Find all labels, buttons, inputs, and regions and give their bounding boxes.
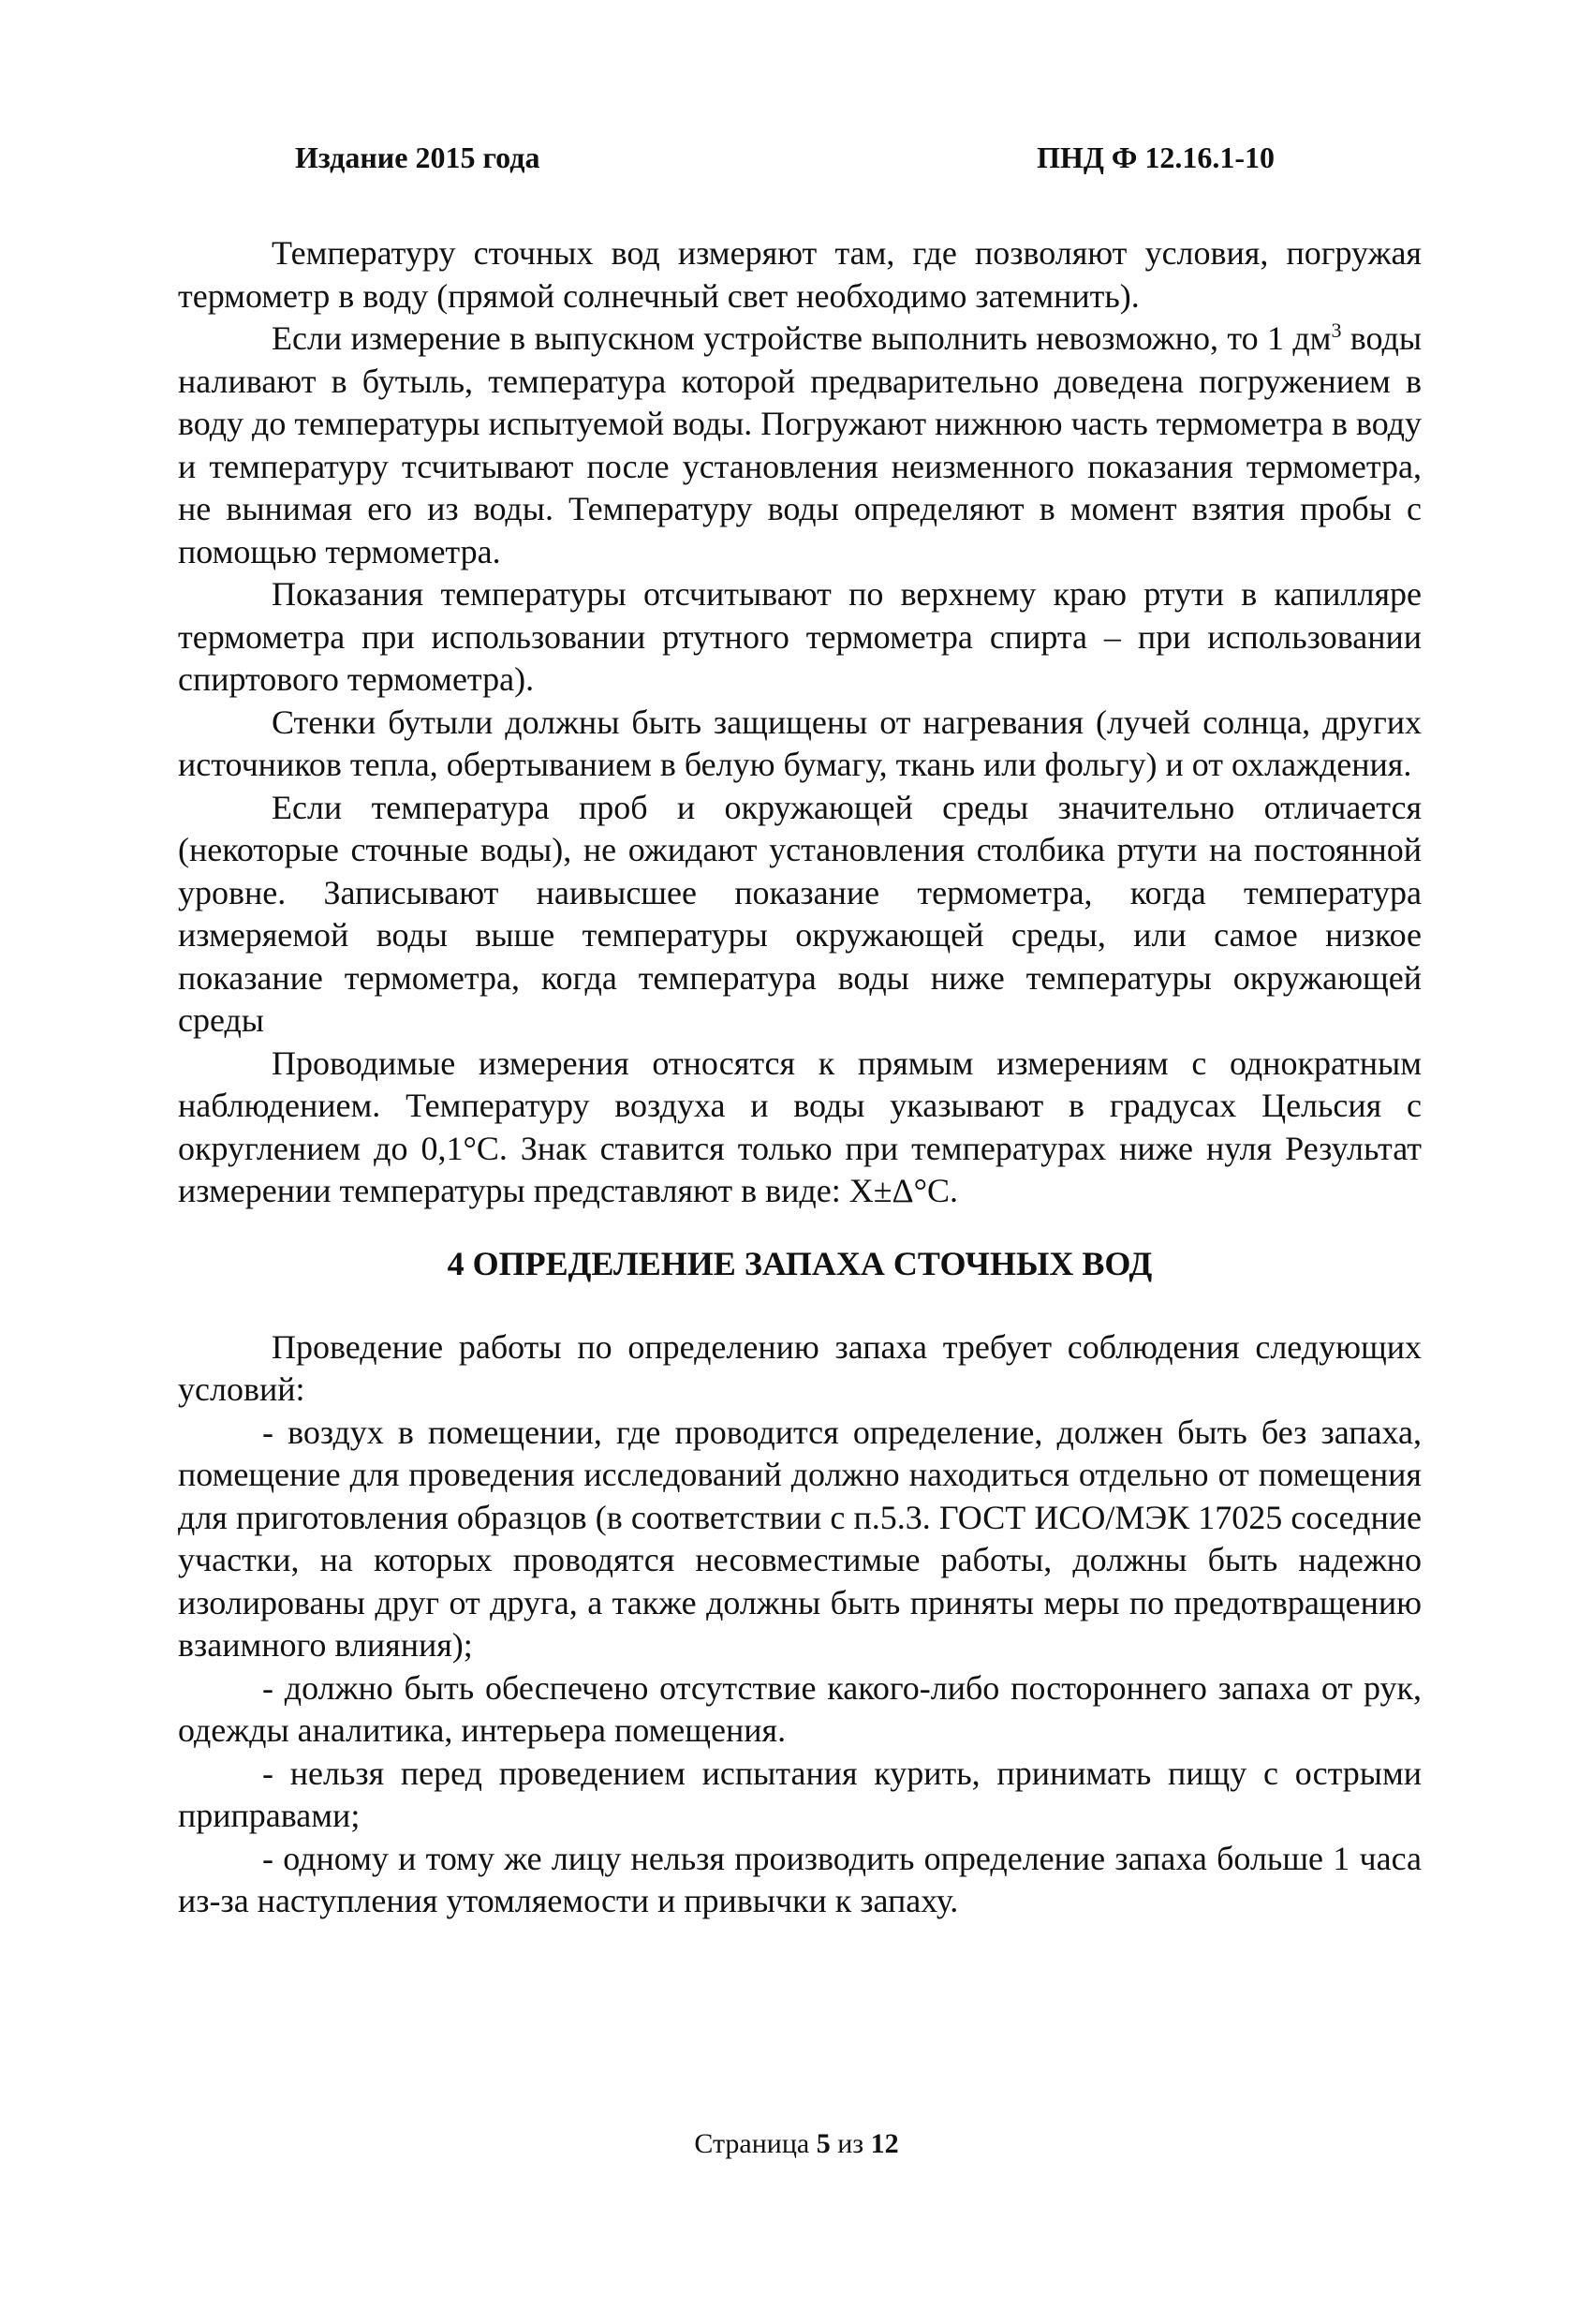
page-total: 12 [870,2128,899,2159]
edition-label: Издание 2015 года [295,141,540,174]
page-footer [0,2128,1593,2160]
paragraph: Проведение работы по определению запаха требует соблюдения следующих условий: [178,1327,1422,1408]
document-body [178,232,1422,1923]
page-number: 5 [816,2128,831,2159]
paragraph-text: воды наливают в бутыль, температура которой предварительно доведена погружением в воду до температуры испытуемой воды. Погружают нижнюю часть термометра в воду и температуру тсчитывают после установления неизменного показания термометра, не вынимая его из воды. Температуру воды определяют в момент взятия пробы с помощью термометра. [178,319,1423,570]
page-label: Страница [694,2128,817,2159]
paragraph-text: Если измерение в выпускном устройстве выполнить невозможно, то 1 дм [272,319,1332,357]
page-of-label: из [830,2128,871,2159]
list-item: - нельзя перед проведением испытания курить, принимать пищу с острыми приправами; [178,1754,1422,1834]
list-item: - должно быть обеспечено отсутствие какого-либо постороннего запаха от рук, одежды аналитика, интерьера помещения. [178,1668,1422,1749]
list-item: - одному и тому же лицу нельзя производить определение запаха больше 1 часа из-за наступления утомляемости и привычки к запаху. [178,1839,1422,1919]
section-heading: 4 ОПРЕДЕЛЕНИЕ ЗАПАХА СТОЧНЫХ ВОД [447,1244,1153,1282]
paragraph [178,318,1422,573]
superscript: 3 [1331,318,1342,342]
document-code: ПНД Ф 12.16.1-10 [1037,141,1275,174]
paragraph: Показания температуры отсчитывают по верхнему краю ртути в капилляре термометра при использовании ртутного термометра спирта – при использовании спиртового термометра). [178,575,1422,698]
list-item: - воздух в помещении, где проводится определение, должен быть без запаха, помещение для проведения исследований должно находиться отдельно от помещения для приготовления образцов (в соответствии с п.5.3. ГОСТ ИСО/МЭК 17025 соседние участки, на которых проводятся несовместимые работы, должны быть надежно изолированы друг от друга, а также должны быть приняты меры по предотвращению взаимного влияния); [178,1413,1422,1664]
paragraph: Если температура проб и окружающей среды значительно отличается (некоторые сточные воды), не ожидают установления столбика ртути на постоянной уровне. Записывают наивысшее показание термометра, когда температура измеряемой воды выше температуры окружающей среды, или самое низкое показание термометра, когда температура воды ниже температуры окружающей среды [178,788,1422,1039]
paragraph: Стенки бутыли должны быть защищены от нагревания (лучей солнца, других источников тепла, обертыванием в белую бумагу, ткань или фольгу) и от охлаждения. [178,703,1422,783]
paragraph: Проводимые измерения относятся к прямым измерениям с однократным наблюдением. Температуру воздуха и воды указывают в градусах Цельсия с округлением до 0,1°С. Знак ставится только при температурах ниже нуля Результат измерении температуры представляют в виде: Х±Δ°С. [178,1044,1422,1209]
paragraph: Температуру сточных вод измеряют там, где позволяют условия, погружая термометр в воду (прямой солнечный свет необходимо затемнить). [178,234,1422,315]
page-header [295,141,1275,187]
